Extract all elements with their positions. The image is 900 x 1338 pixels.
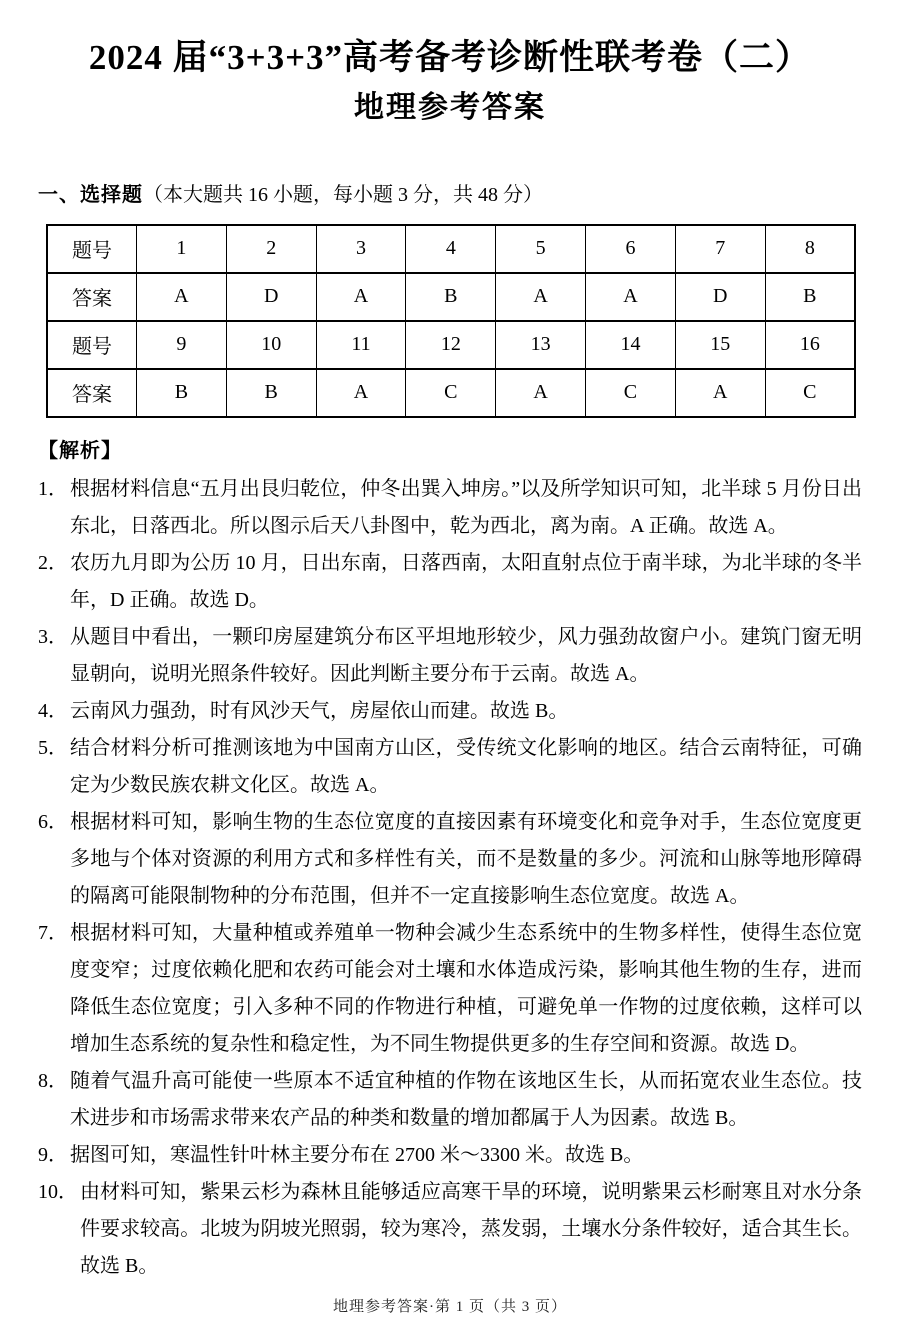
item-text: 从题目中看出，一颗印房屋建筑分布区平坦地形较少，风力强劲故窗户小。建筑门窗无明显朝向，说明光照条件较好。因此判断主要分布于云南。故选 A。 [70, 625, 862, 685]
analysis-heading: 【解析】 [38, 439, 122, 462]
answer-cell: C [586, 369, 676, 417]
answer-cell: C [765, 369, 855, 417]
answer-table [46, 224, 856, 418]
analysis-item [38, 1137, 862, 1174]
question-number-cell: 1 [137, 225, 227, 273]
page-footer: 地理参考答案·第 1 页（共 3 页） [333, 1299, 567, 1315]
row-label-cell: 题号 [47, 225, 137, 273]
question-number-cell: 4 [406, 225, 496, 273]
item-number: 1． [38, 477, 68, 500]
answer-cell: D [675, 273, 765, 321]
question-number-cell: 11 [316, 321, 406, 369]
item-text: 由材料可知，紫果云杉为森林且能够适应高寒干旱的环境，说明紫果云杉耐寒且对水分条件要求较高。北坡为阴坡光照弱，较为寒冷，蒸发弱，土壤水分条件较好，适合其生长。故选 B。 [80, 1180, 862, 1277]
page-subtitle: 地理参考答案 [354, 90, 546, 124]
question-number-cell: 5 [496, 225, 586, 273]
item-number: 8． [38, 1069, 68, 1092]
item-number: 5． [38, 736, 68, 759]
item-number: 10． [38, 1180, 78, 1203]
page-title: 2024 届“3+3+3”高考备考诊断性联考卷（二） [88, 38, 812, 77]
answer-cell: A [496, 369, 586, 417]
table-row [47, 369, 855, 417]
question-number-cell: 7 [675, 225, 765, 273]
item-text: 据图可知，寒温性针叶林主要分布在 2700 米～3300 米。故选 B。 [70, 1143, 644, 1166]
analysis-list [38, 471, 862, 1285]
row-label-cell: 答案 [47, 369, 137, 417]
item-text: 云南风力强劲，时有风沙天气，房屋依山而建。故选 B。 [70, 699, 569, 722]
answer-cell: A [137, 273, 227, 321]
table-row [47, 321, 855, 369]
question-number-cell: 14 [586, 321, 676, 369]
item-number: 3． [38, 625, 68, 648]
analysis-item [38, 471, 862, 545]
analysis-item [38, 804, 862, 915]
answer-cell: A [316, 369, 406, 417]
item-text: 根据材料可知，大量种植或养殖单一物种会减少生态系统中的生物多样性，使得生态位宽度变窄；过度依赖化肥和农药可能会对土壤和水体造成污染，影响其他生物的生存，进而降低生态位宽度；引入多种不同的作物进行种植，可避免单一作物的过度依赖，这样可以增加生态系统的复杂性和稳定性，为不同生物提供更多的生存空间和资源。故选 D。 [70, 921, 862, 1055]
item-number: 2． [38, 551, 68, 574]
item-text: 随着气温升高可能使一些原本不适宜种植的作物在该地区生长，从而拓宽农业生态位。技术进步和市场需求带来农产品的种类和数量的增加都属于人为因素。故选 B。 [70, 1069, 862, 1129]
question-number-cell: 6 [586, 225, 676, 273]
question-number-cell: 13 [496, 321, 586, 369]
question-number-cell: 9 [137, 321, 227, 369]
analysis-item [38, 915, 862, 1063]
item-number: 6． [38, 810, 68, 833]
item-text: 根据材料信息“五月出艮归乾位，仲冬出巽入坤房。”以及所学知识可知，北半球 5 月份日出东北，日落西北。所以图示后天八卦图中，乾为西北，离为南。A 正确。故选 A。 [70, 477, 862, 537]
table-row [47, 225, 855, 273]
analysis-item [38, 1174, 862, 1285]
answer-cell: C [406, 369, 496, 417]
question-number-cell: 10 [226, 321, 316, 369]
item-text: 根据材料可知，影响生物的生态位宽度的直接因素有环境变化和竞争对手，生态位宽度更多地与个体对资源的利用方式和多样性有关，而不是数量的多少。河流和山脉等地形障碍的隔离可能限制物种的分布范围，但并不一定直接影响生态位宽度。故选 A。 [70, 810, 862, 907]
answer-cell: A [675, 369, 765, 417]
analysis-item [38, 693, 862, 730]
row-label-cell: 题号 [47, 321, 137, 369]
item-text: 农历九月即为公历 10 月，日出东南，日落西南，太阳直射点位于南半球，为北半球的冬半年，D 正确。故选 D。 [70, 551, 862, 611]
question-number-cell: 16 [765, 321, 855, 369]
answer-cell: B [137, 369, 227, 417]
answer-cell: D [226, 273, 316, 321]
answer-cell: A [496, 273, 586, 321]
answer-cell: B [406, 273, 496, 321]
question-number-cell: 3 [316, 225, 406, 273]
table-row [47, 273, 855, 321]
section-heading [38, 182, 862, 208]
answer-cell: A [316, 273, 406, 321]
section-heading-bold: 一、选择题 [38, 183, 143, 206]
row-label-cell: 答案 [47, 273, 137, 321]
analysis-item [38, 730, 862, 804]
question-number-cell: 8 [765, 225, 855, 273]
analysis-item [38, 545, 862, 619]
answer-cell: B [226, 369, 316, 417]
item-number: 4． [38, 699, 68, 722]
question-number-cell: 12 [406, 321, 496, 369]
item-number: 9． [38, 1143, 68, 1166]
section-heading-rest: （本大题共 16 小题，每小题 3 分，共 48 分） [143, 183, 543, 206]
item-text: 结合材料分析可推测该地为中国南方山区，受传统文化影响的地区。结合云南特征，可确定为少数民族农耕文化区。故选 A。 [70, 736, 862, 796]
analysis-item [38, 619, 862, 693]
answer-cell: B [765, 273, 855, 321]
answer-cell: A [586, 273, 676, 321]
question-number-cell: 15 [675, 321, 765, 369]
analysis-item [38, 1063, 862, 1137]
item-number: 7． [38, 921, 68, 944]
question-number-cell: 2 [226, 225, 316, 273]
